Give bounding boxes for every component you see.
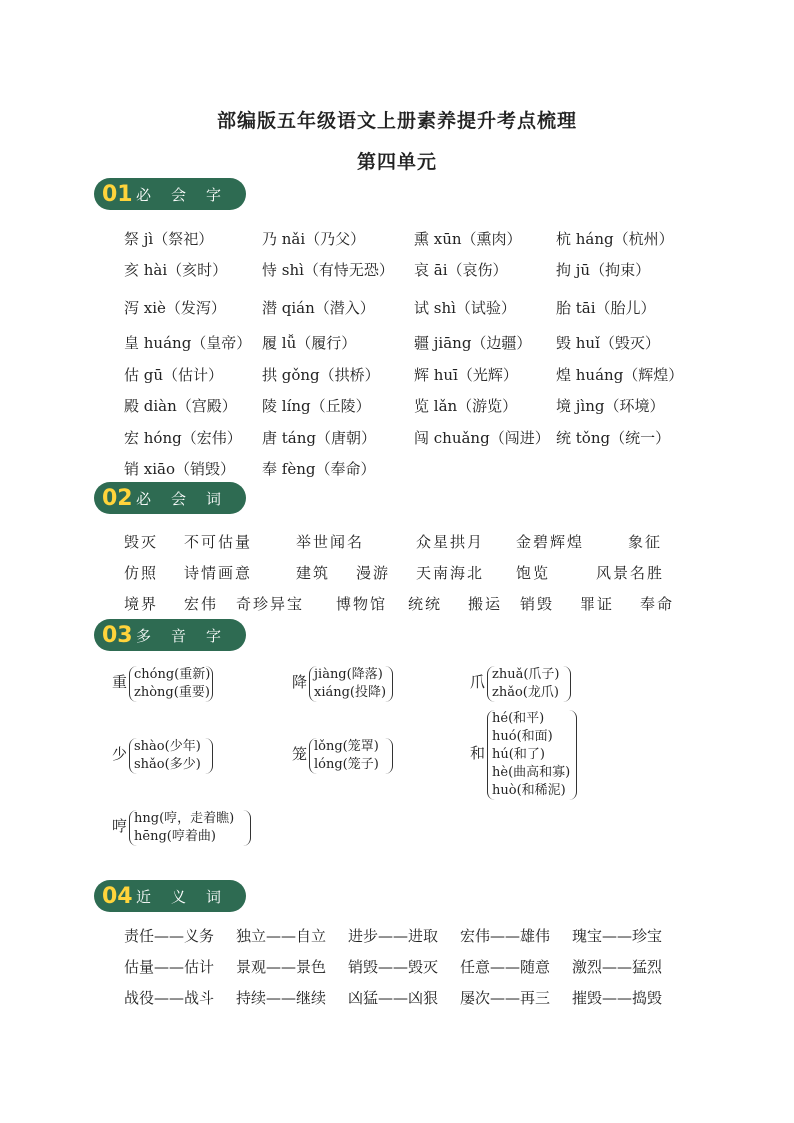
section-badge-polyphones [94,619,246,651]
char-entry: 泻 xiè（发泻） [124,299,226,317]
polyphone-reading: zhòng(重要) [134,685,210,700]
section-label: 必会词 [136,489,242,508]
char-entry: 杭 háng（杭州） [556,230,674,248]
polyphone-char: 降 [292,673,308,691]
word-entry: 建筑 [296,564,331,582]
word-entry: 罪证 [580,595,615,613]
word-entry: 奉命 [640,595,675,613]
synonym-pair: 持续——继续 [236,989,327,1007]
char-entry: 煌 huáng（辉煌） [556,366,684,384]
polyphone-reading: zhǎo(龙爪) [492,685,559,700]
synonym-pair: 摧毁——捣毁 [572,989,663,1007]
synonym-pair: 进步——进取 [348,927,439,945]
polyphone-reading: xiáng(投降) [314,685,387,700]
polyphone-group [292,666,452,702]
polyphone-char: 重 [112,673,128,691]
synonym-pair: 独立——自立 [236,927,327,945]
word-entry: 众星拱月 [416,533,485,551]
char-entry: 试 shì（试验） [414,299,516,317]
char-entry: 哀 āi（哀伤） [414,261,508,279]
char-entry: 乃 nǎi（乃父） [262,230,366,248]
char-entry: 皇 huáng（皇帝） [124,334,252,352]
word-entry: 不可估量 [184,533,253,551]
synonym-pair: 任意——随意 [460,958,551,976]
char-entry: 宏 hóng（宏伟） [124,429,242,447]
polyphone-char: 爪 [470,673,486,691]
section-label: 近义词 [136,887,242,906]
polyphone-reading: huò(和稀泥) [492,783,566,798]
char-entry: 估 gū（估计） [124,366,224,384]
polyphone-reading: hú(和了) [492,747,545,762]
synonym-pair: 瑰宝——珍宝 [572,927,663,945]
polyphone-reading: hé(和平) [492,711,545,726]
section-label: 多音字 [136,626,242,645]
polyphone-reading: zhuǎ(爪子) [492,667,560,682]
char-entry: 奉 fèng（奉命） [262,460,376,478]
word-entry: 举世闻名 [296,533,365,551]
synonym-pair: 销毁——毁灭 [348,958,439,976]
word-entry: 诗情画意 [184,564,253,582]
polyphone-reading: hè(曲高和寡) [492,765,571,780]
word-entry: 境界 [124,595,159,613]
polyphone-reading: huó(和面) [492,729,553,744]
char-entry: 拘 jū（拘束） [556,261,651,279]
word-entry: 象征 [628,533,663,551]
word-entry: 饱览 [516,564,551,582]
section-badge-must-words [94,482,246,514]
polyphone-group [292,738,452,774]
polyphone-reading: shǎo(多少) [134,757,201,772]
word-entry: 销毁 [520,595,555,613]
polyphone-group [112,738,272,774]
char-entry: 统 tǒng（统一） [556,429,671,447]
section-number: 03 [102,622,133,648]
synonym-pair: 责任——义务 [124,927,215,945]
char-entry: 辉 huī（光辉） [414,366,518,384]
polyphone-group [470,666,630,702]
synonym-pair: 景观——景色 [236,958,327,976]
word-entry: 宏伟 [184,595,219,613]
char-entry: 履 lǚ（履行） [262,334,357,352]
page-title: 部编版五年级语文上册素养提升考点梳理 [216,110,577,132]
char-entry: 境 jìng（环境） [556,397,665,415]
polyphone-char: 和 [470,744,486,762]
section-label: 必会字 [136,185,242,204]
polyphone-char: 笼 [292,745,308,763]
section-badge-must-chars [94,178,246,210]
char-entry: 疆 jiāng（边疆） [414,334,532,352]
word-entry: 漫游 [356,564,391,582]
polyphone-reading: lǒng(笼罩) [314,739,379,754]
word-entry: 天南海北 [416,564,485,582]
synonym-pair: 凶猛——凶狠 [348,989,439,1007]
polyphone-char: 哼 [112,817,128,835]
section-badge-synonyms [94,880,246,912]
char-entry: 唐 táng（唐朝） [262,429,377,447]
polyphone-reading: lóng(笼子) [314,757,379,772]
synonym-pair: 宏伟——雄伟 [460,927,551,945]
char-entry: 拱 gǒng（拱桥） [262,366,380,384]
section-number: 01 [102,181,133,207]
polyphone-reading: shào(少年) [134,739,201,754]
char-entry: 祭 jì（祭祀） [124,230,214,248]
char-entry: 毁 huǐ（毁灭） [556,334,660,352]
word-entry: 统统 [408,595,443,613]
word-entry: 博物馆 [336,595,388,613]
polyphone-reading: jiàng(降落) [314,667,383,682]
polyphone-reading: hng(哼，走着瞧) [134,811,235,826]
synonym-pair: 估量——估计 [124,958,215,976]
word-entry: 仿照 [124,564,159,582]
word-entry: 奇珍异宝 [236,595,305,613]
char-entry: 胎 tāi（胎儿） [556,299,656,317]
polyphone-group [470,710,630,800]
char-entry: 销 xiāo（销毁） [124,460,235,478]
char-entry: 恃 shì（有恃无恐） [262,261,394,279]
synonym-pair: 激烈——猛烈 [572,958,663,976]
char-entry: 览 lǎn（游览） [414,397,518,415]
polyphone-reading: chóng(重新) [134,667,211,682]
char-entry: 陵 líng（丘陵） [262,397,371,415]
char-entry: 亥 hài（亥时） [124,261,228,279]
word-entry: 搬运 [468,595,503,613]
synonym-pair: 战役——战斗 [124,989,215,1007]
polyphone-reading: hēng(哼着曲) [134,829,216,844]
polyphone-char: 少 [112,745,128,763]
section-number: 04 [102,883,133,909]
char-entry: 闯 chuǎng（闯进） [414,429,550,447]
section-number: 02 [102,485,133,511]
page-subtitle: 第四单元 [356,151,437,173]
word-entry: 风景名胜 [596,564,665,582]
synonym-pair: 屡次——再三 [460,989,551,1007]
polyphone-group [112,666,272,702]
char-entry: 熏 xūn（熏肉） [414,230,522,248]
char-entry: 潜 qián（潜入） [262,299,375,317]
polyphone-group [112,810,272,846]
word-entry: 金碧辉煌 [516,533,585,551]
char-entry: 殿 diàn（宫殿） [124,397,237,415]
word-entry: 毁灭 [124,533,159,551]
